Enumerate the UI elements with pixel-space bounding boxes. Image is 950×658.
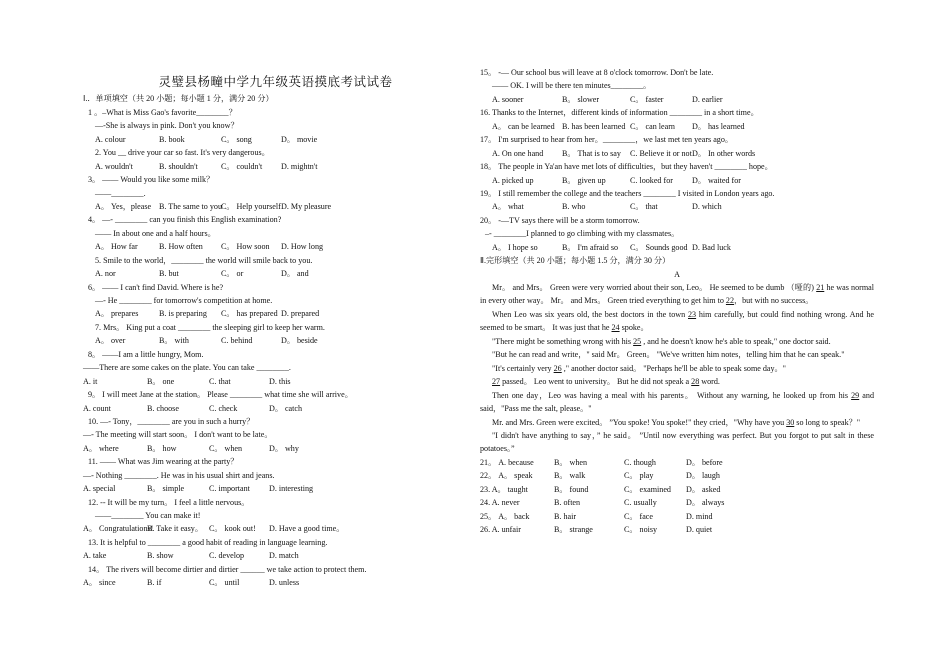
question-text: 4。 —- ________ can you finish this English examination? [88,215,282,225]
passage-label: A [674,269,680,279]
blank-number: 26 [553,363,562,373]
answer-option: A. special [83,484,116,494]
answer-option: B. has been learned [562,121,626,131]
question-text: 8。 ——I am a little hungry, Mom. [88,349,204,359]
answer-option: 21。 A. because [480,457,534,467]
answer-option: A。 Congratulations! [83,524,154,534]
answer-option: D. this [269,376,291,386]
answer-option: B. shouldn't [159,161,198,171]
answer-option: A。 Yes，please [95,201,152,211]
blank-number: 23 [688,309,697,319]
answer-option: C. develop [209,551,245,561]
blank-number: 30 [786,417,795,427]
question-text: —— OK. I will be there ten minutes________。 [492,81,652,91]
option-row [480,469,874,482]
answer-option: C。 Sounds good [630,242,688,252]
answer-option: D。 asked [686,484,721,494]
answer-option: B。 with [159,336,189,346]
answer-option: D。 catch [269,403,303,413]
answer-option: A。 since [83,578,116,588]
answer-option: C。 can learn [630,121,675,131]
question-text: —-She is always in pink. Don't you know？ [95,121,239,131]
question-text: 1 。–What is Miss Gao's favorite________？ [88,107,237,117]
option-row [83,307,468,320]
answer-option: A。 can be learned [492,121,555,131]
answer-option: B。 when [554,457,588,467]
option-row [83,200,468,213]
right-questions [480,66,874,254]
answer-option: C. important [209,484,250,494]
answer-option: A. count [83,403,111,413]
question-text: ——________ You can make it! [95,511,201,521]
answer-option: D。 before [686,457,723,467]
answer-option: D。 always [686,498,725,508]
option-row [83,267,468,280]
answer-option: C. check [209,403,238,413]
passage-paragraph: Then one day，Leo was having a meal with his parents。 Without any warning, he looked up from his 29 and said，"Pass me the salt, please。" [480,390,874,414]
answer-option: C. though [624,457,656,467]
answer-option: C。 or [221,269,244,279]
option-row [480,174,874,187]
answer-option: 24. A. never [480,498,520,508]
answer-option: C。 noisy [624,525,658,535]
answer-option: B。 given up [562,175,606,185]
answer-option: D。 and [281,269,309,279]
section-heading-cloze: Ⅱ.完形填空（共 20 小题；每小题 1.5 分，满分 30 分） [480,256,671,266]
blank-number: 21 [816,283,825,292]
question-text: 11. —— What was Jim wearing at the party？ [88,457,239,467]
answer-option: A. it [83,376,98,386]
answer-option: B。 simple [147,484,185,494]
option-row [83,522,468,535]
answer-option: B. book [159,134,185,144]
answer-option: C。 kook out! [209,524,256,534]
answer-option: D. mind [686,511,713,521]
question-text: 2. You __ drive your car so fast. It's very dangerous。 [95,148,270,158]
answer-option: C。 face [624,511,653,521]
answer-option: B. but [159,269,179,279]
blank-number: 22 [725,296,734,306]
question-text: 18。 The people in Ya'an have met lots of difficulties，but they haven't ________ hope。 [480,162,773,172]
answer-option: 22。 A。 speak [480,471,533,481]
answer-option: A。 over [95,336,126,346]
answer-option: D. unless [269,578,300,588]
answer-option: B。 walk [554,471,586,481]
question-text: —- He ________ for tomorrow's competition at home. [95,296,273,306]
option-row [83,442,468,455]
answer-option: B. often [554,498,581,508]
answer-option: A. colour [95,134,126,144]
answer-option: A。 where [83,443,119,453]
answer-option: C。 examined [624,484,671,494]
question-text: —- The meeting will start soon。 I don't want to be late。 [83,430,273,440]
passage-paragraph: "There might be something wrong with his 25 , and he doesn't know he's able to speak," one doctor said. [492,336,831,346]
passage-paragraph: Mr。 and Mrs。 Green were very worried about their son, Leo。 He seemed to be dumb （哑的) 21 he was normal in every other way。 Mr。 and Mrs。 Green tried everything to get him to 22，but with no success。 [480,283,874,306]
right-column [480,66,874,537]
answer-option: 25。 A。 back [480,511,530,521]
answer-option: C. Believe it or not [630,148,692,158]
answer-option: C。 play [624,471,654,481]
answer-option: A. sooner [492,94,524,104]
left-column [83,66,468,590]
question-text: 15。 -— Our school bus will leave at 8 o'clock tomorrow. Don't be late. [480,68,714,77]
answer-option: A。 prepares [95,309,139,319]
answer-option: D. prepared [281,309,320,319]
answer-option: 23. A。 taught [480,484,528,494]
option-row [83,402,468,415]
answer-option: B。 slower [562,94,600,104]
answer-option: D. Bad luck [692,242,731,252]
question-text: 9。 I will meet Jane at the station。 Please ________ what time she will arrive。 [88,390,353,400]
answer-option: B。 one [147,376,175,386]
answer-option: A. nor [95,269,116,279]
option-row [83,133,468,146]
blank-number: 25 [633,336,642,346]
question-text: 3。 —— Would you like some milk？ [88,175,215,185]
answer-option: D。 waited for [692,175,741,185]
answer-option: D. mightn't [281,161,318,171]
passage-paragraph: Mr. and Mrs. Green were excited。 ”You spoke! You spoke!" they cried，"Why have you 30 so long to speak？" [492,417,861,427]
answer-option: D. Have a good time。 [269,524,345,534]
answer-option: B。 strange [554,525,593,535]
answer-option: C。 that [630,202,658,212]
answer-option: B. show [147,551,174,561]
question-text: ——________. [95,188,146,198]
option-row [480,200,874,213]
passage-paragraph: 27 passed。 Leo went to university。 But he did not speak a 28 word. [492,377,720,387]
answer-option: C。 has prepared [221,309,278,319]
option-row [83,576,468,589]
question-text: 17。 I'm surprised to hear from her。________，we last met ten years ago。 [480,135,733,145]
blank-number: 29 [851,390,860,400]
cloze-passage [480,281,874,456]
answer-option: A。 How far [95,242,138,252]
question-text: –- ________I planned to go climbing with my classmates。 [485,229,680,239]
option-row [480,147,874,160]
question-text: 20。 -—TV says there will be a storm tomorrow. [480,215,640,225]
passage-paragraph: When Leo was six years old, the best doctors in the town 23 him carefully, but could find nothing wrong. And he seemed to be smart。 It was just that he 24 spoke。 [480,309,874,333]
question-text: 12. -- It will be my turn。 I feel a little nervous。 [88,497,250,507]
answer-option: D。 beside [281,336,318,346]
answer-option: D。 movie [281,134,318,144]
answer-option: D。 has learned [692,121,745,131]
question-text: 6。 —— I can't find David. Where is he? [88,282,224,292]
answer-option: A. take [83,551,107,561]
answer-option: B。 I'm afraid so [562,242,619,252]
option-row [83,160,468,173]
question-text: 14。 The rivers will become dirtier and dirtier ______ we take action to protect them. [88,564,367,574]
answer-option: B. who [562,202,586,212]
option-row [480,523,874,536]
answer-option: C。 faster [630,94,664,104]
answer-option: C。 song [221,134,252,144]
question-text: 16. Thanks to the Internet，different kinds of information ________ in a short time。 [480,108,759,118]
passage-paragraph: "But he can read and write，" said Mr。 Green。 "We've written him notes，telling him that he can speak." [492,350,845,360]
passage-paragraph: "It's certainly very 26 ," another doctor said。 "Perhaps he'll be able to speak some day。" [492,363,786,373]
blank-number: 27 [492,377,501,387]
answer-option: A。 what [492,202,524,212]
answer-option: D。 why [269,443,299,453]
answer-option: C. that [209,376,231,386]
answer-option: D. match [269,551,299,561]
answer-option: A. On one hand [492,148,544,158]
answer-option: A. picked up [492,175,534,185]
answer-option: D. earlier [692,94,723,104]
question-text: 19。 I still remember the college and the teachers ________ I visited in London years ago. [480,188,775,198]
answer-option: B。 That is to say [562,148,621,158]
question-text: ——There are some cakes on the plate. You can take ________. [83,363,291,373]
answer-option: D. My pleasure [281,201,332,211]
answer-option: C. looked for [630,175,673,185]
answer-option: C。 when [209,443,243,453]
answer-option: C. behind [221,336,253,346]
answer-option: D. quiet [686,525,713,535]
page-title: 灵璧县杨疃中学九年级英语摸底考试试卷 [158,74,393,89]
option-row [83,482,468,495]
option-row [480,496,874,509]
answer-option: D. How long [281,242,324,252]
option-row [480,456,874,469]
option-row [480,93,874,106]
left-questions [83,106,468,590]
answer-option: B。 how [147,443,177,453]
option-row [480,483,874,496]
blank-number: 24 [611,323,620,333]
question-text: —— In about one and a half hours。 [95,228,216,238]
answer-option: D. which [692,202,722,212]
answer-option: B. The same to you [159,201,223,211]
section-heading: Ⅰ.．单项填空（共 20 小题；每小题 1 分，满分 20 分） [83,94,274,104]
option-row [480,510,874,523]
answer-option: B. hair [554,511,577,521]
answer-option: A. wouldn't [95,161,133,171]
option-row [83,549,468,562]
option-row [480,120,874,133]
answer-option: C。 until [209,578,240,588]
blank-number: 28 [691,377,700,387]
answer-option: B. choose [147,403,179,413]
answer-option: D。 laugh [686,471,720,481]
answer-option: D. interesting [269,484,314,494]
answer-option: C。 How soon [221,242,270,252]
answer-option: B. How often [159,242,203,252]
question-text: 5. Smile to the world，________ the world will smile back to you. [95,255,313,265]
answer-option: B. is preparing [159,309,207,319]
question-text: 7. Mrs。 King put a coat ________ the sleeping girl to keep her warm. [95,322,325,332]
answer-option: B。 found [554,484,589,494]
question-text: 13. It is helpful to ________ a good habit of reading in language learning. [88,537,328,547]
answer-option: B. if [147,578,162,588]
answer-option: C。 Help yourself [221,201,281,211]
option-row [83,375,468,388]
passage-paragraph: "I didn't have anything to say，” he said。 ”Until now everything was perfect. But you forgot to put salt in these potatoes。” [480,430,874,454]
option-row [480,241,874,254]
cloze-options [480,456,874,537]
answer-option: C. usually [624,498,657,508]
option-row [83,334,468,347]
question-text: —- Nothing ________. He was in his usual shirt and jeans. [83,470,275,480]
answer-option: C。 couldn't [221,161,263,171]
question-text: 10. —- Tony，________ are you in such a hurry？ [88,416,255,426]
answer-option: D。 In other words [692,148,756,158]
answer-option: B. Take it easy。 [147,524,203,534]
answer-option: A。 I hope so [492,242,538,252]
option-row [83,240,468,253]
answer-option: 26. A. unfair [480,525,521,535]
